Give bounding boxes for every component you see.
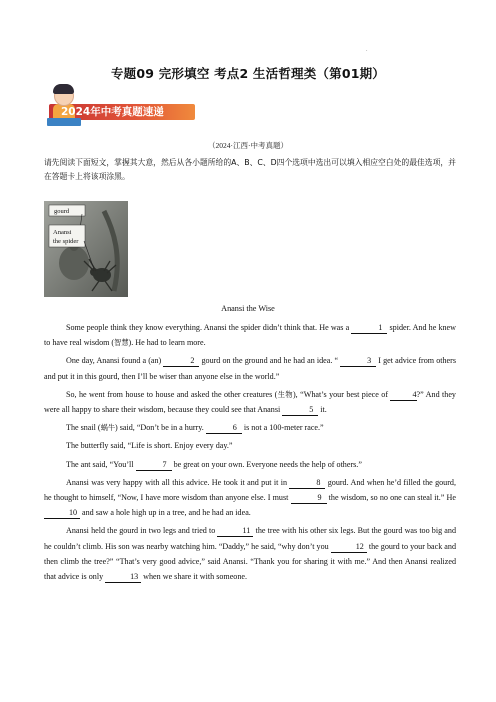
label-gourd: gourd: [54, 208, 70, 215]
paragraph-8: [44, 523, 456, 584]
blank-12: 12: [331, 541, 367, 553]
blank-1: 1: [351, 322, 387, 334]
text-run: and saw a hole high up in a tree, and he had an idea.: [80, 508, 251, 518]
paragraph-3: [44, 387, 456, 417]
gloss-creatures: 生物: [277, 389, 293, 399]
text-run: the wisdom, so no one can steal it.” He: [326, 493, 456, 503]
label-the-spider: the spider: [53, 238, 79, 245]
blank-4: 4: [390, 389, 416, 401]
text-run: be great on your own. Everyone needs the help of others.”: [171, 459, 362, 469]
blank-11: 11: [217, 525, 253, 537]
label-anansi: Anansi: [53, 229, 72, 236]
paragraph-5: The butterfly said, “Life is short. Enjoy every day.”: [66, 441, 233, 451]
text-run: is not a 100-meter race.”: [241, 423, 324, 433]
text-run: ), “What’s your best piece of: [292, 389, 391, 399]
text-run: Some people think they know everything. Anansi the spider didn’t think that. He was a: [66, 323, 352, 332]
text-run: I get advice from others and put it in this gourd, then I’ll be wiser than anyone else in the world.”: [44, 356, 456, 381]
header-dot: .: [366, 47, 368, 53]
kid-hair-graphic: [53, 84, 74, 94]
text-run: One day, Anansi found a (an): [66, 356, 164, 366]
paragraph-4: [44, 420, 456, 435]
paragraph-1: [44, 320, 456, 350]
source-line: （2024·江西·中考真题）: [208, 141, 288, 150]
paragraph-7: [44, 475, 456, 521]
text-run: the tree with his other six legs. But the gourd was too big and he couldn’t climb. His son was nearby watching him. “Daddy,” he said, “why don’t you: [44, 526, 456, 551]
banner: [45, 84, 195, 136]
text-run: when we share it with someone.: [141, 572, 248, 582]
blank-7: 7: [136, 459, 172, 471]
story-title: Anansi the Wise: [221, 304, 275, 313]
text-run: The ant said, “You’ll: [66, 459, 136, 469]
text-run: gourd on the ground and he had an idea. “: [199, 356, 341, 366]
gloss-wisdom: 智慧: [114, 338, 129, 348]
paragraph-6: [44, 457, 456, 472]
blank-9: 9: [291, 492, 327, 504]
text-run: The snail (: [66, 423, 101, 433]
blank-2: 2: [163, 355, 199, 367]
text-run: So, he went from house to house and asked the other creatures (: [66, 389, 278, 399]
text-run: ). He had to learn more.: [128, 338, 206, 348]
text-run: spider. And he knew to have real wisdom (: [44, 323, 456, 348]
text-run: Anansi was very happy with all this advice. He took it and put it in: [66, 477, 290, 487]
text-run: Anansi held the gourd in two legs and tried to: [66, 526, 218, 536]
instructions: 请先阅读下面短文，掌握其大意，然后从各小题所给的A、B、C、D四个选项中选出可以填入相应空白处的最佳选项，并在答题卡上将该项涂黑。: [44, 158, 456, 181]
text-run: ) said, “Don’t be in a hurry.: [115, 423, 206, 433]
blank-13: 13: [105, 571, 141, 583]
gloss-snail: 蜗牛: [100, 423, 116, 433]
banner-text: 2024年中考真题速递: [61, 106, 164, 118]
paragraph-2: [44, 353, 456, 383]
blank-6: 6: [206, 422, 242, 434]
text-run: gourd. And when he’d filled the gourd, he thought to himself, “Now, I have more wisdom than anyone else. I must: [44, 477, 456, 503]
blank-5: 5: [282, 404, 318, 416]
blank-8: 8: [289, 477, 325, 489]
blank-3: 3: [340, 355, 376, 367]
text-run: it.: [318, 405, 327, 415]
passage: [44, 320, 456, 587]
blank-10: 10: [44, 507, 80, 519]
page-title: 专题09 完形填空 考点2 生活哲理类（第01期）: [110, 66, 386, 81]
text-run: the gourd to your back and then climb the tree?” “That’s very good advice,” said Anansi. “Thank you for sharing it with me.” And then Anansi realized that advice is only: [44, 541, 456, 582]
text-run: ?” And they were all happy to share their wisdom, because they could see that Anansi: [44, 389, 456, 415]
anansi-illustration: [44, 201, 128, 297]
